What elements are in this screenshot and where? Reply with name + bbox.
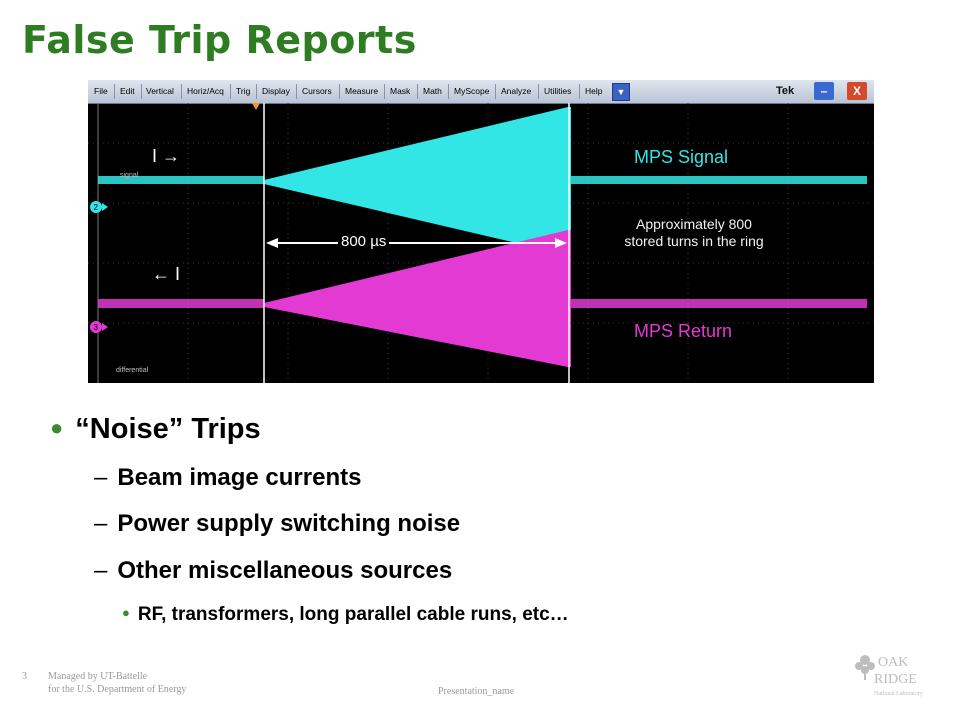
- close-button[interactable]: X: [847, 82, 867, 100]
- menu-utilities[interactable]: Utilities: [544, 86, 572, 96]
- tek-brand: Tek: [776, 85, 795, 97]
- trigger-marker-icon: [252, 103, 260, 110]
- menu-horiz-acq[interactable]: Horiz/Acq: [187, 86, 224, 96]
- logo-oak: OAK: [878, 655, 909, 670]
- current-arrow-left-label: ← I: [152, 264, 181, 284]
- mps-return-label: MPS Return: [634, 321, 733, 341]
- bullet-dot-icon: ●: [50, 415, 64, 440]
- bullet-level3-item: ● RF, transformers, long parallel cable runs, etc…: [122, 604, 569, 625]
- menu-edit[interactable]: Edit: [120, 86, 135, 96]
- trace-label-differential: differential: [116, 367, 149, 374]
- mps-return-trace: [98, 230, 867, 367]
- menu-math[interactable]: Math: [423, 86, 442, 96]
- channel-2-number: 2: [93, 203, 98, 212]
- current-arrow-right-label: I →: [152, 146, 181, 166]
- oak-ridge-logo: [852, 650, 938, 702]
- menu-trig[interactable]: Trig: [236, 86, 251, 96]
- bullet-level2-item: – Power supply switching noise: [94, 510, 461, 537]
- menu-measure[interactable]: Measure: [345, 86, 379, 96]
- arrow-left-icon: [266, 238, 278, 248]
- bullet-level1: ● “Noise” Trips: [50, 413, 261, 445]
- time-measurement-label: 800 µs: [338, 233, 389, 250]
- bullet-level2-item: – Other miscellaneous sources: [94, 557, 453, 584]
- menu-dropdown-arrow-icon[interactable]: ▼: [612, 83, 630, 101]
- menu-file[interactable]: File: [94, 86, 108, 96]
- oscilloscope-screenshot: [88, 80, 874, 383]
- page-number: 3: [22, 671, 27, 682]
- footer-department: for the U.S. Department of Energy: [48, 684, 187, 695]
- menu-cursors[interactable]: Cursors: [302, 86, 332, 96]
- logo-ridge: RIDGE: [874, 672, 917, 687]
- mps-signal-label: MPS Signal: [634, 147, 729, 167]
- logo-national-laboratory: National Laboratory: [874, 691, 923, 697]
- minimize-button[interactable]: –: [814, 82, 834, 100]
- channel-3-number: 3: [93, 323, 98, 332]
- scope-menu-bar: [88, 80, 874, 104]
- menu-myscope[interactable]: MyScope: [454, 86, 490, 96]
- bullet-level2-item: – Beam image currents: [94, 464, 362, 491]
- menu-display[interactable]: Display: [262, 86, 290, 96]
- stored-turns-annotation: Approximately 800 stored turns in the ring: [624, 216, 764, 249]
- footer-managed-by: Managed by UT-Battelle: [48, 671, 148, 682]
- menu-mask[interactable]: Mask: [390, 86, 411, 96]
- menu-help[interactable]: Help: [585, 86, 603, 96]
- trace-label-signal: signal: [120, 172, 139, 179]
- menu-vertical[interactable]: Vertical: [146, 86, 174, 96]
- footer-presentation-name: Presentation_name: [438, 686, 515, 697]
- slide-title: False Trip Reports: [22, 18, 417, 62]
- menu-analyze[interactable]: Analyze: [501, 86, 532, 96]
- bullet-dot-icon: ●: [122, 605, 130, 620]
